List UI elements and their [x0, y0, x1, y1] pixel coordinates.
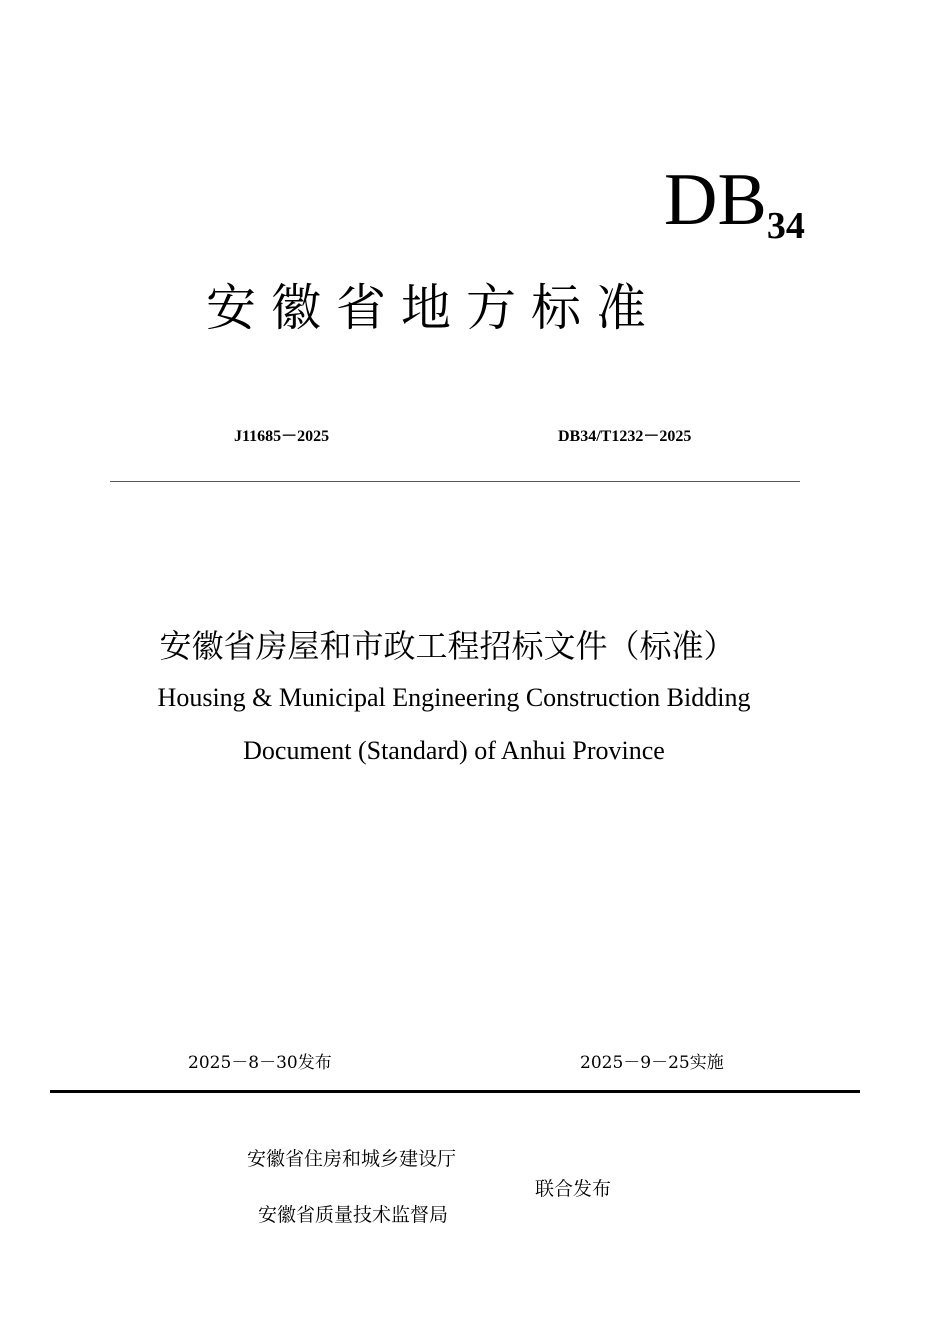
- registration-code: J11685－2025: [234, 428, 330, 445]
- db-code: 34: [766, 205, 805, 247]
- document-title-chinese: 安徽省房屋和市政工程招标文件（标准）: [159, 627, 736, 665]
- issue-date: 2025－8－30发布: [188, 1053, 332, 1073]
- footer-divider: [50, 1090, 860, 1093]
- db-mark: [664, 160, 805, 266]
- joint-issue-label: 联合发布: [535, 1178, 612, 1200]
- implementation-date: 2025－9－25实施: [580, 1053, 724, 1073]
- db-prefix: DB: [664, 159, 767, 241]
- standard-type-heading: 安徽省地方标准: [206, 279, 661, 337]
- document-title-english-line1: Housing & Municipal Engineering Construction Bidding: [157, 683, 751, 712]
- standard-number: DB34/T1232－2025: [558, 428, 692, 445]
- issuer-quality-bureau: 安徽省质量技术监督局: [258, 1204, 449, 1226]
- header-divider: [110, 481, 800, 482]
- document-title-english-line2: Document (Standard) of Anhui Province: [243, 736, 665, 765]
- issuer-housing-department: 安徽省住房和城乡建设厅: [247, 1148, 457, 1170]
